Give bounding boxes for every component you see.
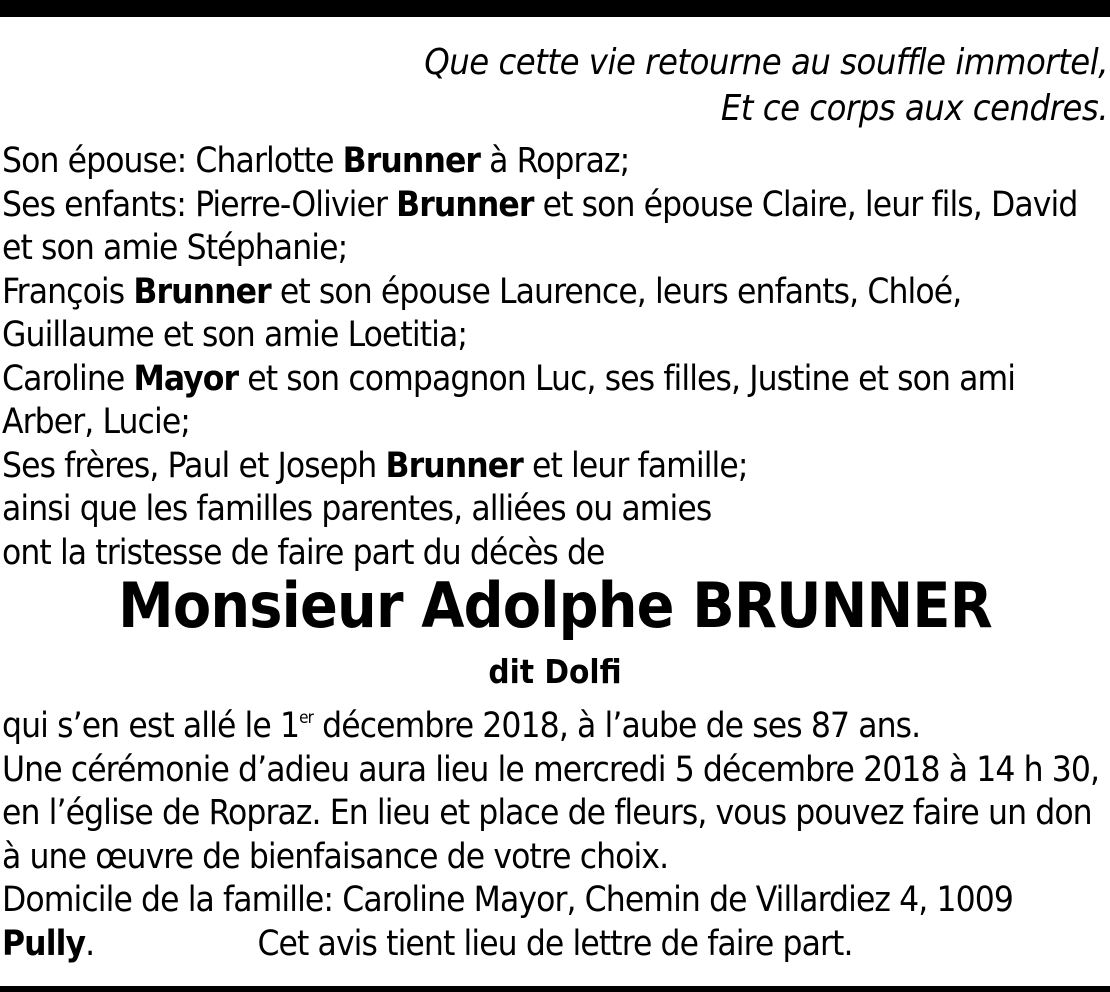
closing-note: Cet avis tient lieu de lettre de faire part. [257, 924, 853, 964]
epigraph [424, 40, 1108, 132]
deceased-nickname: dit Dolfi [488, 652, 622, 691]
epigraph-line: Que cette vie retourne au souffle immortel, [424, 42, 1108, 83]
death-date-line: qui s’en est allé le 1er décembre 2018, à l’aube de ses 87 ans. [2, 706, 921, 746]
family-surname: Brunner [385, 445, 523, 486]
family-announcement [2, 140, 1110, 575]
family-line: Caroline Mayor et son compagnon Luc, ses filles, Justine et son ami Arber, Lucie; [2, 358, 1016, 442]
bottom-rule [0, 986, 1110, 992]
ordinal-suffix: er [299, 708, 314, 728]
family-surname: Brunner [396, 184, 534, 225]
family-line: Son épouse: Charlotte Brunner à Ropraz; [2, 141, 630, 181]
family-line: François Brunner et son épouse Laurence, leurs enfants, Chloé, Guillaume et son amie Loetitia; [2, 271, 962, 355]
ceremony-text: Une cérémonie d’adieu aura lieu le mercredi 5 décembre 2018 à 14 h 30, en l’église de Ropraz. En lieu et place de fleurs, vous pouvez faire un don à une œuvre de bienfaisance de votre choix. [2, 749, 1100, 877]
family-surname: Mayor [133, 358, 239, 399]
deceased-name: Monsieur Adolphe BRUNNER [118, 569, 992, 642]
family-address: Domicile de la famille: Caroline Mayor, Chemin de Villardiez 4, 1009 Pully. [2, 880, 1013, 964]
family-line: ont la tristesse de faire part du décès de [2, 532, 605, 573]
family-surname: Brunner [342, 141, 481, 181]
family-line: ainsi que les familles parentes, alliées ou amies [2, 489, 712, 529]
family-surname: Brunner [133, 271, 271, 312]
family-line: Ses enfants: Pierre-Olivier Brunner et son épouse Claire, leur fils, David et son amie Stéphanie; [2, 184, 1078, 268]
family-line: Ses frères, Paul et Joseph Brunner et leur famille; [2, 445, 748, 486]
epigraph-line: Et ce corps aux cendres. [720, 88, 1108, 129]
top-rule [0, 0, 1110, 17]
address-city: Pully [2, 923, 86, 964]
